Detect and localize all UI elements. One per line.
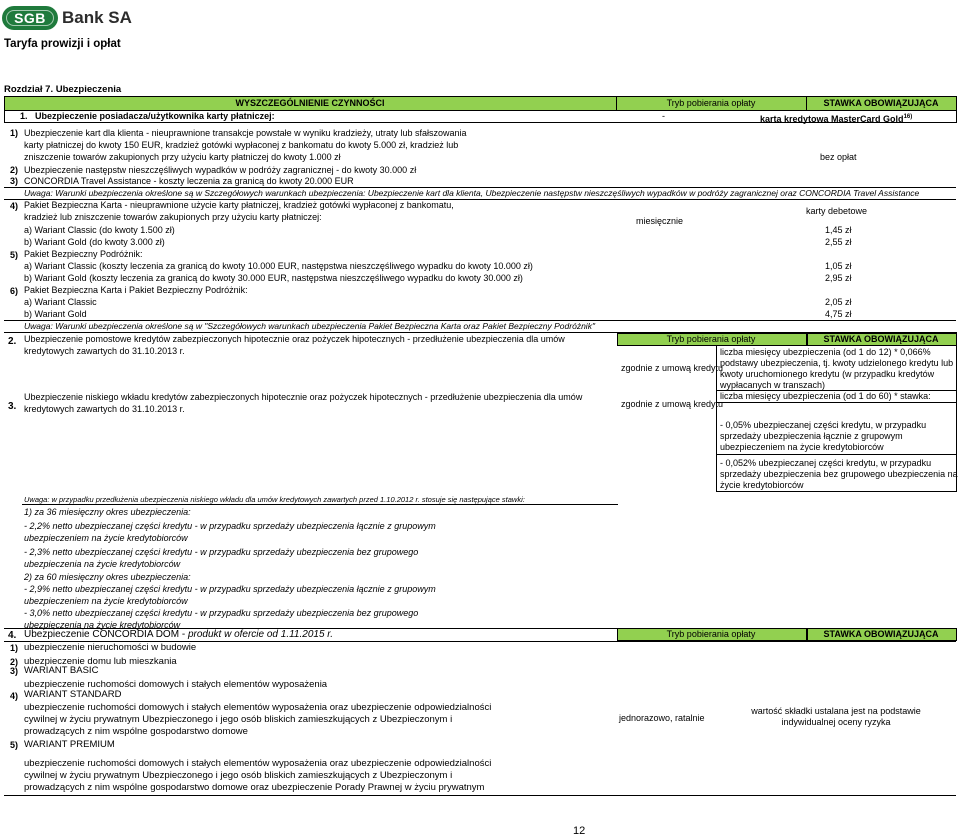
- section4-item: WARIANT STANDARD: [24, 689, 122, 700]
- variant-label: a) Wariant Classic (koszty leczenia za granicą do kwoty 10.000 EUR, następstwa nieszczęśliwego wypadku do kwoty 10.000 zł): [24, 261, 533, 271]
- section3-text: kredytowych zawartych do 31.10.2013 r.: [24, 404, 185, 414]
- section2-rate-header: STAWKA OBOWIĄZUJĄCA: [823, 334, 939, 344]
- chapter-title: Rozdział 7. Ubezpieczenia: [4, 84, 122, 95]
- items-rate: bez opłat: [820, 152, 857, 162]
- section4-number: 4.: [8, 630, 17, 641]
- section4-item: WARIANT BASIC: [24, 665, 99, 676]
- section4-item: WARIANT PREMIUM: [24, 739, 115, 750]
- section3-list: ubezpieczenia na życie kredytobiorców: [24, 620, 181, 630]
- item-number: 2): [10, 657, 19, 667]
- page-number: 12: [573, 825, 586, 837]
- item-text: Ubezpieczenie kart dla klienta - nieuprawnione transakcje powstałe w wyniku kradzieży, utraty lub sfałszowania: [24, 128, 467, 138]
- sgb-logo-mark: SGB: [2, 6, 58, 30]
- section3-rate: liczba miesięcy ubezpieczenia (od 1 do 60) * stawka:: [720, 391, 931, 401]
- section2-rate: podstawy ubezpieczenia, tj. kwoty udzielonego kredytu lub: [720, 358, 954, 368]
- variant-label: a) Wariant Classic: [24, 297, 97, 307]
- variant-label: b) Wariant Gold (do kwoty 3.000 zł): [24, 237, 165, 247]
- variant-rate: 2,55 zł: [825, 237, 852, 247]
- item-text: CONCORDIA Travel Assistance - koszty leczenia za granicą do kwoty 20.000 EUR: [24, 176, 354, 186]
- section3-rate-b: sprzedaży ubezpieczenia bez grupowego ubezpieczenia na: [720, 469, 958, 479]
- section3-rate-a: ubezpieczeniem na życie kredytobiorców: [720, 442, 884, 452]
- section3-list: ubezpieczeniem na życie kredytobiorców: [24, 533, 188, 543]
- section2-mode-header: Tryb pobierania opłaty: [666, 334, 756, 344]
- item4-mode: miesięcznie: [636, 216, 684, 226]
- section3-list: - 2,9% netto ubezpieczanej części kredytu - w przypadku sprzedaży ubezpieczenia łącznie z grupowym: [24, 584, 436, 594]
- section3-rate-b: - 0,052% ubezpieczanej części kredytu, w przypadku: [720, 458, 932, 468]
- item-text: Pakiet Bezpieczna Karta - nieuprawnione użycie karty płatniczej, kradzież gotówki wypłaconej z bankomatu,: [24, 200, 454, 210]
- section2-mode: zgodnie z umową kredytu: [621, 363, 724, 373]
- variant-rate: 4,75 zł: [825, 309, 852, 319]
- section4-item: cywilnej w życiu prywatnym Ubezpieczonego i jego osób bliskich zamieszkujących z Ubezpieczonym i: [24, 714, 453, 725]
- section3-rate-a: - 0,05% ubezpieczanej części kredytu, w przypadku: [720, 420, 927, 430]
- item-text: zniszczenie towarów zakupionych przy użyciu karty płatniczej do kwoty 1.000 zł: [24, 152, 341, 162]
- divider: [716, 346, 717, 492]
- section1-number: 1.: [20, 111, 28, 121]
- item-number: 3): [10, 176, 19, 186]
- item-number: 4): [10, 691, 19, 701]
- item-number: 4): [10, 201, 19, 211]
- bank-logo: [2, 6, 132, 30]
- item-number: 2): [10, 165, 19, 175]
- section4-item: cywilnej w życiu prywatnym Ubezpieczonego i jego osób bliskich zamieszkujących z Ubezpieczonym i: [24, 770, 453, 781]
- section4-item: prowadzących z nim wspólne gospodarstwo domowe oraz ubezpieczenie Porady Prawnej w życiu prywatnym: [24, 782, 485, 793]
- section4-item: prowadzących z nim wspólne gospodarstwo domowe: [24, 726, 248, 737]
- section2-rate: kwoty uruchomionego kredytu (w przypadku kredytów: [720, 369, 935, 379]
- item-text: Ubezpieczenie następstw nieszczęśliwych wypadków w podróży zagranicznej - do kwoty 30.000 zł: [24, 165, 417, 175]
- item-number: 1): [10, 128, 19, 138]
- item-title: Pakiet Bezpieczna Karta i Pakiet Bezpieczny Podróżnik:: [24, 285, 248, 295]
- item-number: 5): [10, 740, 19, 750]
- section3-note: Uwaga: w przypadku przedłużenia ubezpieczenia niskiego wkładu dla umów kredytowych zawartych przed 1.10.2012 r. stosuje się następujące stawki:: [24, 495, 525, 504]
- header-col-mode: Tryb pobierania opłaty: [666, 98, 756, 108]
- variant-rate: 2,05 zł: [825, 297, 852, 307]
- section3-mode: zgodnie z umową kredytu: [621, 399, 724, 409]
- section3-list: - 3,0% netto ubezpieczanej części kredytu - w przypadku sprzedaży ubezpieczenia bez grupowego: [24, 608, 419, 618]
- section3-list: ubezpieczenia na życie kredytobiorców: [24, 559, 181, 569]
- item-number: 5): [10, 250, 19, 260]
- section1-title: Ubezpieczenie posiadacza/użytkownika karty płatniczej:: [35, 111, 275, 121]
- item-text: kradzież lub zniszczenie towarów zakupionych przy użyciu karty płatniczej:: [24, 212, 322, 222]
- rate-header-debit: karty debetowe: [806, 206, 868, 216]
- section3-list: 2) za 60 miesięczny okres ubezpieczenia:: [24, 572, 191, 582]
- divider: [716, 454, 956, 455]
- divider: [22, 504, 618, 505]
- item-title: Pakiet Bezpieczny Podróżnik:: [24, 249, 143, 259]
- section3-list: - 2,2% netto ubezpieczanej części kredytu - w przypadku sprzedaży ubezpieczenia łącznie z grupowym: [24, 521, 436, 531]
- section3-rate-b: życie kredytobiorców: [720, 480, 804, 490]
- section2-rate: wypłacanych w transzach): [720, 380, 826, 390]
- variant-rate: 1,45 zł: [825, 225, 852, 235]
- variant-rate: 2,95 zł: [825, 273, 852, 283]
- item-number: 3): [10, 666, 19, 676]
- section4-item: ubezpieczenie domu lub mieszkania: [24, 656, 177, 667]
- header-col-rate: STAWKA OBOWIĄZUJĄCA: [823, 98, 939, 108]
- section3-list: 1) za 36 miesięczny okres ubezpieczenia:: [24, 507, 191, 517]
- divider: [716, 491, 956, 492]
- section4-mode: jednorazowo, ratalnie: [619, 713, 705, 723]
- divider: [4, 795, 956, 796]
- item-number: 6): [10, 286, 19, 296]
- section4-rate-header: STAWKA OBOWIĄZUJĄCA: [823, 629, 939, 639]
- variant-rate: 1,05 zł: [825, 261, 852, 271]
- section3-rate-a: sprzedaży ubezpieczenia łącznie z grupowym: [720, 431, 903, 441]
- header-col-description: WYSZCZEGÓLNIENIE CZYNNOŚCI: [235, 98, 385, 108]
- section2-rate: liczba miesięcy ubezpieczenia (od 1 do 12) * 0,066%: [720, 347, 931, 357]
- section4-item: ubezpieczenie ruchomości domowych i stałych elementów wyposażenia oraz ubezpieczenie odpowiedzialności: [24, 702, 492, 713]
- section1-rate: karta kredytowa MasterCard Gold$^{16)}$: [760, 114, 913, 124]
- section4-rate: wartość składki ustalana jest na podstawie indywidualnej oceny ryzyka: [751, 706, 921, 727]
- variant-label: b) Wariant Gold: [24, 309, 87, 319]
- section3-number: 3.: [8, 401, 17, 412]
- section4-item: ubezpieczenie nieruchomości w budowie: [24, 642, 197, 653]
- logo-text: Bank SA: [62, 8, 132, 27]
- section3-text: Ubezpieczenie niskiego wkładu kredytów zabezpieczonych hipotecznie oraz pożyczek hipotecznych - przedłużenie ubezpieczenia dla umów: [24, 392, 583, 402]
- section4-item: ubezpieczenie ruchomości domowych i stałych elementów wyposażenia oraz ubezpieczenie odpowiedzialności: [24, 758, 492, 769]
- section3-list: ubezpieczeniem na życie kredytobiorców: [24, 596, 188, 606]
- section2-text: kredytowych zawartych do 31.10.2013 r.: [24, 346, 185, 356]
- variant-label: a) Wariant Classic (do kwoty 1.500 zł): [24, 225, 175, 235]
- divider: [716, 402, 956, 403]
- section4-mode-header: Tryb pobierania opłaty: [666, 629, 756, 639]
- section1-mode: -: [662, 111, 665, 121]
- note-2: Uwaga: Warunki ubezpieczenia określone są w "Szczegółowych warunkach ubezpieczenia Pakiet Bezpieczna Karta oraz Pakiet Bezpieczny Podróżnik": [24, 321, 595, 331]
- section4-item: ubezpieczenie ruchomości domowych i stałych elementów wyposażenia: [24, 679, 328, 690]
- document-title: Taryfa prowizji i opłat: [4, 38, 121, 50]
- section2-text: Ubezpieczenie pomostowe kredytów zabezpieczonych hipotecznie oraz pożyczek hipotecznych - przedłużenie ubezpieczenia dla umów: [24, 334, 565, 344]
- variant-label: b) Wariant Gold (koszty leczenia za granicą do kwoty 30.000 EUR, następstwa nieszczęśliwego wypadku do kwoty 30.000 zł): [24, 273, 523, 283]
- item-text: karty płatniczej do kwoty 150 EUR, kradzież gotówki wypłaconej z bankomatu do kwoty 5.000 zł, kradzież lub: [24, 140, 459, 150]
- note-1: Uwaga: Warunki ubezpieczenia określone są w Szczegółowych warunkach ubezpieczenia: Ubezpieczenie kart dla klienta, Ubezpieczenie następstw nieszczęśliwych wypadków w podróży zagranicznej oraz CONCORDIA Travel Assistance: [24, 188, 920, 198]
- section2-number: 2.: [8, 336, 17, 347]
- section3-list: - 2,3% netto ubezpieczanej części kredytu - w przypadku sprzedaży ubezpieczenia bez grupowego: [24, 547, 419, 557]
- item-number: 1): [10, 643, 19, 653]
- section4-title: Ubezpieczenie CONCORDIA DOM - produkt w ofercie od 1.11.2015 r.: [24, 629, 334, 640]
- divider: [956, 332, 957, 492]
